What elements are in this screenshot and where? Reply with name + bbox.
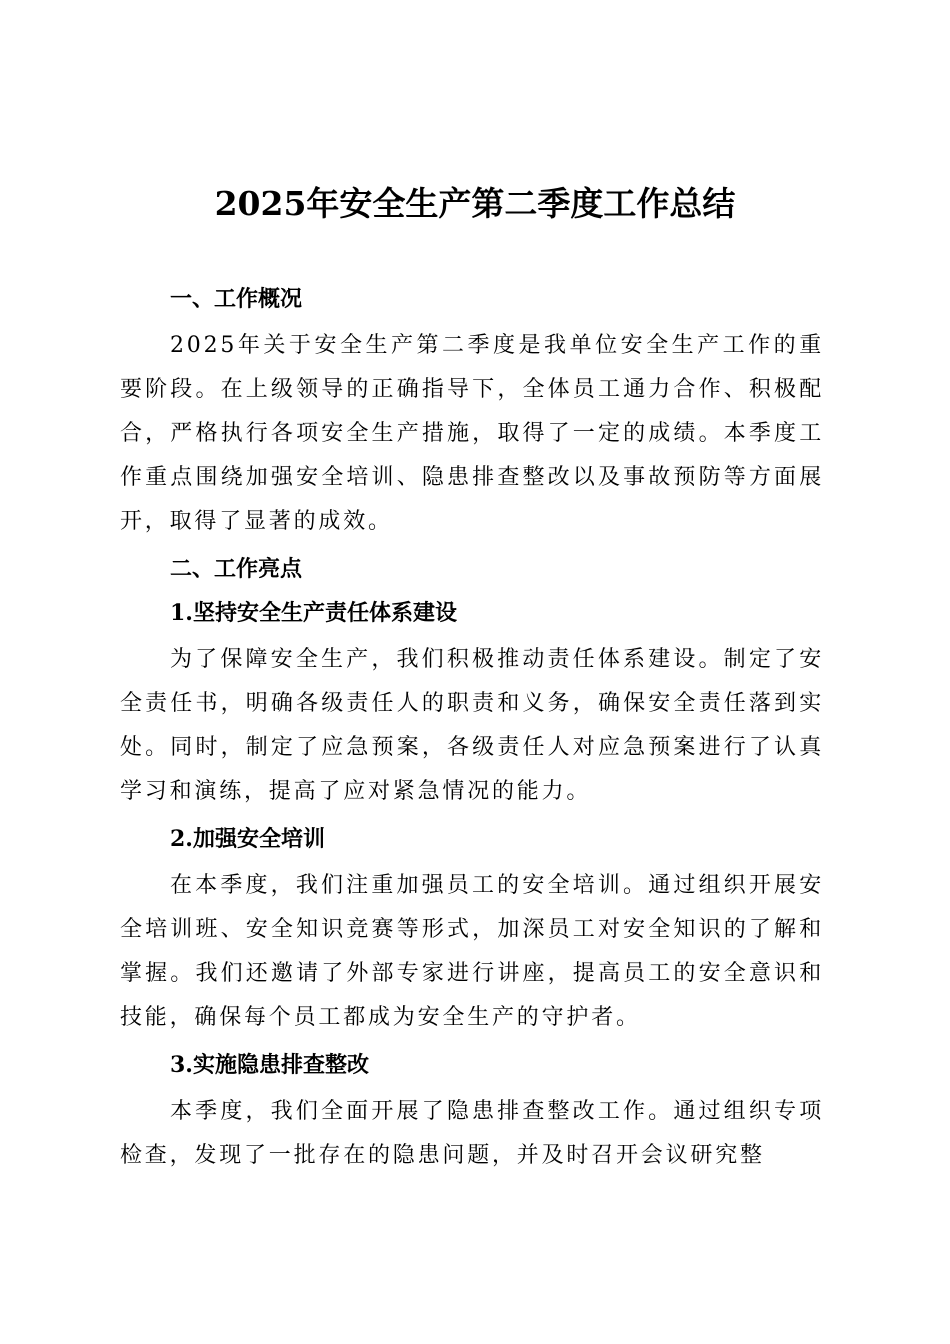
subsection-paragraph-hazard-inspection: 本季度，我们全面开展了隐患排查整改工作。通过组织专项检查，发现了一批存在的隐患问题，并及时召开会议研究整 <box>120 1099 824 1168</box>
document-body <box>120 280 824 1184</box>
section-paragraph-overview: 2025年关于安全生产第二季度是我单位安全生产工作的重要阶段。在上级领导的正确指导下，全体员工通力合作、积极配合，严格执行各项安全生产措施，取得了一定的成绩。本季度工作重点围绕加强安全培训、隐患排查整改以及事故预防等方面展开，取得了显著的成效。 <box>120 333 824 534</box>
subsection-paragraph-training: 在本季度，我们注重加强员工的安全培训。通过组织开展安全培训班、安全知识竞赛等形式，加深员工对安全知识的了解和掌握。我们还邀请了外部专家进行讲座，提高员工的安全意识和技能，确保每个员工都成为安全生产的守护者。 <box>120 873 824 1030</box>
document-title: 2025年安全生产第二季度工作总结 <box>214 184 736 223</box>
section-heading-highlights: 二、工作亮点 <box>170 556 303 582</box>
subsection-heading-responsibility: 1.坚持安全生产责任体系建设 <box>170 600 457 626</box>
subsection-heading-training: 2.加强安全培训 <box>170 826 325 852</box>
subsection-paragraph-responsibility: 为了保障安全生产，我们积极推动责任体系建设。制定了安全责任书，明确各级责任人的职责和义务，确保安全责任落到实处。同时，制定了应急预案，各级责任人对应急预案进行了认真学习和演练，提高了应对紧急情况的能力。 <box>120 647 824 804</box>
section-heading-overview: 一、工作概况 <box>170 286 303 312</box>
subsection-heading-hazard-inspection: 3.实施隐患排查整改 <box>170 1052 369 1078</box>
